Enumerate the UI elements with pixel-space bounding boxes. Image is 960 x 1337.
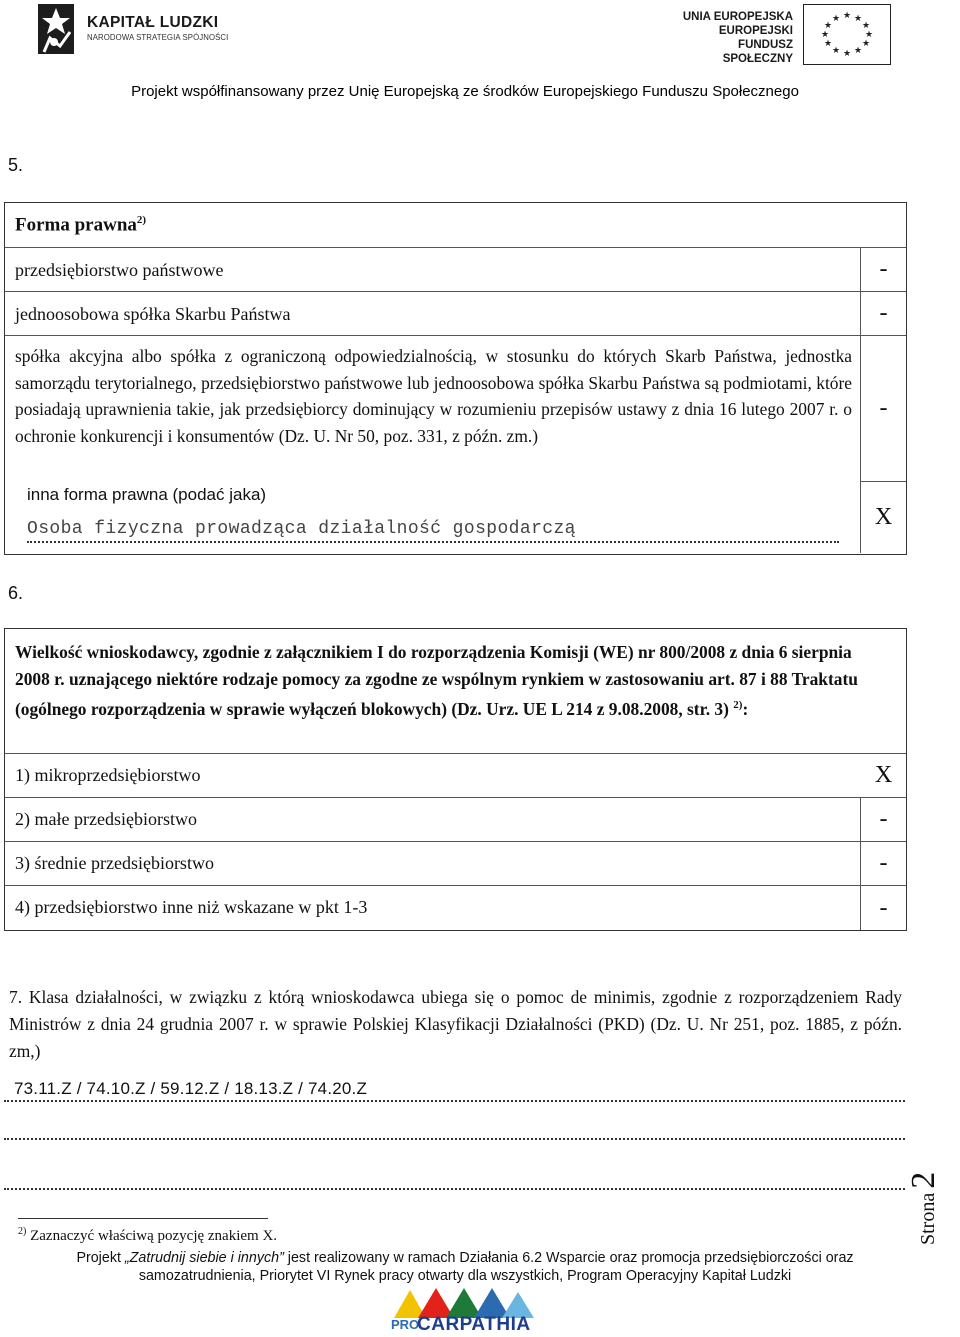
footnote-sup: 2) [18, 1226, 27, 1237]
legal-form-heading-sup: 2) [136, 214, 147, 226]
svg-text:★: ★ [823, 39, 833, 49]
legal-form-label-3: spółka akcyjna albo spółka z ograniczoną odpowiedzialnością, w stosunku do których Skarb Państwa, jednostka samorządu terytorialnego, przedsiębiorstwo państwowe lub jednoosobowa spółka Skarbu Państwa są podmiotami, które posiadają uprawnienia takie, jak przedsiębiorcy dominujący w rozumieniu przepisów ustawy z dnia 16 lutego 2007 r. o ochronie konkurencji i konsumentów (Dz. U. Nr 50, poz. 331, z późn. zm.) [15, 346, 852, 446]
dotted-line-3 [4, 1188, 905, 1190]
size-row-4 [5, 886, 906, 930]
project-info-line-2: samozatrudnienia, Priorytet VI Rynek pracy otwarty dla wszystkich, Program Operacyjny Kapitał Ludzki [138, 1268, 792, 1284]
company-size-heading-row [5, 629, 906, 754]
eu-flag-icon [803, 4, 891, 65]
company-size-table [4, 628, 907, 931]
project-prefix: Projekt [76, 1250, 125, 1266]
footnote-text: Zaznaczyć właściwą pozycję znakiem X. [30, 1228, 278, 1244]
size-label-4: 4) przedsiębiorstwo inne niż wskazane w pkt 1-3 [15, 897, 368, 917]
legal-form-mark-other[interactable]: X [860, 481, 906, 553]
legal-form-row-other [5, 481, 906, 553]
legal-form-heading-row [5, 203, 906, 248]
section-7-text: 7. Klasa działalności, w związku z którą wnioskodawca ubiega się o pomoc de minimis, zgodnie z rozporządzeniem Rady Ministrów z dnia 24 grudnia 2007 r. w sprawie Polskiej Klasyfikacji Działalności (PKD) (Dz. U. Nr 251, poz. 1885, z późn. zm,) [9, 987, 902, 1061]
dotted-line-2 [4, 1138, 905, 1140]
size-label-1: 1) mikroprzedsiębiorstwo [15, 765, 201, 785]
svg-text:★: ★ [861, 21, 871, 31]
svg-text:★: ★ [842, 49, 852, 59]
project-info-line-1 [0, 1250, 930, 1266]
svg-text:★: ★ [853, 46, 863, 56]
size-row-2 [5, 798, 906, 842]
svg-text:★: ★ [864, 30, 874, 40]
svg-text:★: ★ [831, 46, 841, 56]
logo-pro: PRO [391, 1317, 420, 1332]
size-mark-3[interactable]: - [860, 842, 906, 885]
section-5-number: 5. [8, 155, 24, 175]
svg-text:★: ★ [823, 21, 833, 31]
eu-text [665, 10, 793, 66]
svg-text:★: ★ [820, 30, 830, 40]
svg-text:★: ★ [831, 14, 841, 24]
kapital-ludzki-subtitle: NARODOWA STRATEGIA SPÓJNOŚCI [87, 33, 229, 42]
legal-form-row-2 [5, 292, 906, 336]
size-label-3: 3) średnie przedsiębiorstwo [15, 853, 214, 873]
legal-form-label-1: przedsiębiorstwo państwowe [15, 260, 224, 280]
legal-form-mark-2[interactable]: - [860, 292, 906, 335]
size-mark-4[interactable]: - [860, 886, 906, 930]
kapital-ludzki-logo-icon [36, 2, 80, 56]
footnote [18, 1226, 277, 1245]
other-form-label: inna forma prawna (podać jaka) [27, 485, 267, 504]
dotted-line-1 [4, 1100, 905, 1102]
eu-line-3: FUNDUSZ SPOŁECZNY [722, 39, 793, 65]
page-number-value: 2 [905, 1171, 942, 1189]
size-mark-2[interactable]: - [860, 798, 906, 841]
legal-form-table [4, 202, 907, 555]
page-number [905, 1135, 945, 1245]
legal-form-heading-text: Forma prawna [15, 214, 137, 236]
pkd-codes-value[interactable]: 73.11.Z / 74.10.Z / 59.12.Z / 18.13.Z / 74.20.Z [14, 1079, 368, 1098]
company-size-heading-end: : [742, 698, 749, 719]
kapital-ludzki-title: KAPITAŁ LUDZKI [87, 14, 219, 31]
size-row-3 [5, 842, 906, 886]
page-label: Strona [917, 1192, 939, 1245]
legal-form-row-3 [5, 336, 906, 481]
legal-form-mark-3[interactable]: - [860, 336, 906, 481]
eu-line-1: UNIA EUROPEJSKA [682, 11, 793, 23]
svg-text:★: ★ [853, 14, 863, 24]
svg-text:★: ★ [842, 11, 852, 21]
other-form-value-field[interactable]: Osoba fizyczna prowadząca działalność gospodarczą [27, 519, 839, 543]
svg-text:★: ★ [861, 39, 871, 49]
cofinanced-banner: Projekt współfinansowany przez Unię Europejską ze środków Europejskiego Funduszu Społecznego [131, 83, 799, 100]
company-size-heading [15, 639, 890, 722]
project-name: „Zatrudnij siebie i innych” [124, 1250, 284, 1266]
legal-form-mark-1[interactable]: - [860, 248, 906, 291]
eu-line-2: EUROPEJSKI [718, 25, 793, 37]
project-rest: jest realizowany w ramach Działania 6.2 Wsparcie oraz promocja przedsiębiorczości oraz [283, 1250, 854, 1266]
legal-form-heading [15, 214, 146, 236]
footnote-separator [18, 1218, 268, 1219]
section-6-number: 6. [8, 583, 24, 603]
legal-form-row-1 [5, 248, 906, 292]
company-size-heading-text: Wielkość wnioskodawcy, zgodnie z załącznikiem I do rozporządzenia Komisji (WE) nr 800/2008 z dnia 6 sierpnia 2008 r. uznającego niektóre rodzaje pomocy za zgodne ze wspólnym rynkiem w zastosowaniu art. 87 i 88 Traktatu (ogólnego rozporządzenia w sprawie wyłączeń blokowych) (Dz. Urz. UE L 214 z 9.08.2008, str. 3) [15, 642, 858, 719]
size-row-1 [5, 754, 906, 798]
legal-form-label-2: jednoosobowa spółka Skarbu Państwa [15, 304, 291, 324]
size-label-2: 2) małe przedsiębiorstwo [15, 809, 197, 829]
company-size-heading-sup: 2) [733, 699, 743, 711]
logo-carpathia: CARPATHIA [417, 1314, 531, 1335]
size-mark-1[interactable]: X [874, 762, 893, 788]
